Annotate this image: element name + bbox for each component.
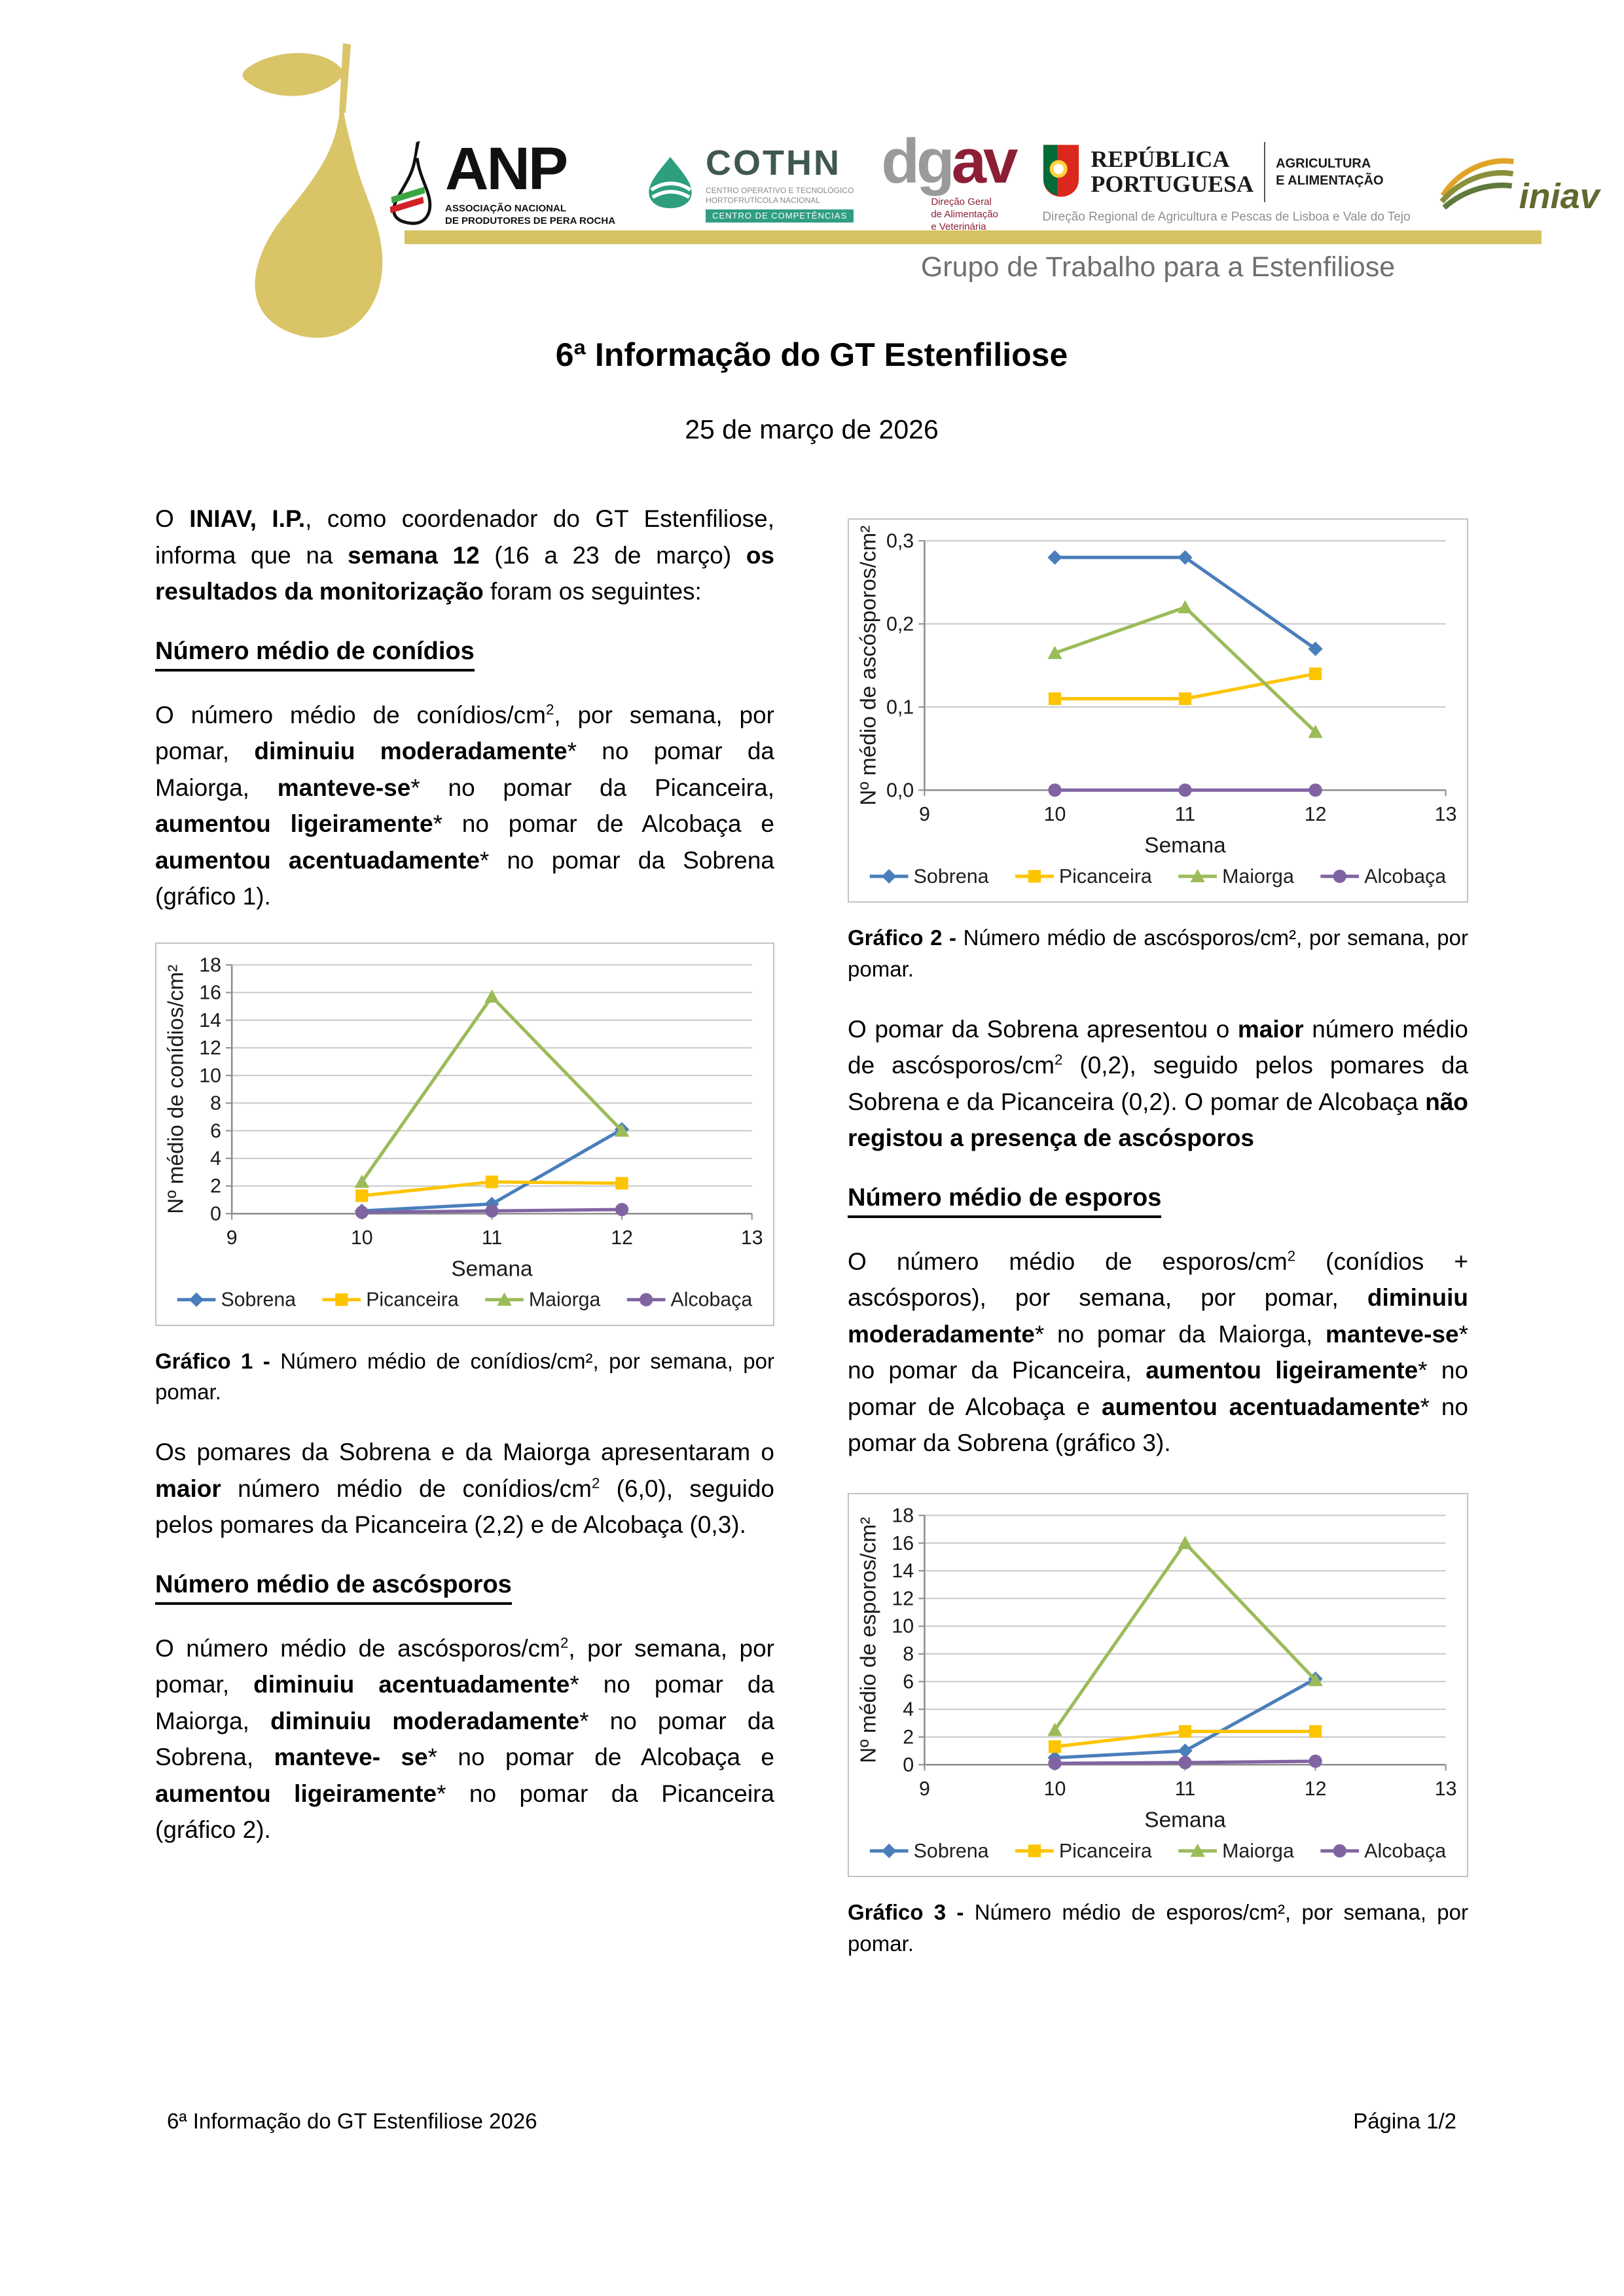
svg-text:12: 12 (892, 1587, 914, 1610)
legend-item-alcobaça (1320, 1840, 1446, 1862)
svg-text:11: 11 (481, 1227, 503, 1249)
series-sobrena (1047, 1672, 1322, 1765)
cothn-drop-icon (643, 154, 698, 213)
circle-marker (485, 1204, 498, 1217)
square-marker (335, 1293, 348, 1306)
partner-logos-row (388, 126, 1600, 236)
chart-2-ascosporos (853, 525, 1463, 896)
dgav-logo (881, 126, 1015, 234)
svg-text:12: 12 (611, 1227, 633, 1249)
svg-text:Sobrena: Sobrena (221, 1288, 297, 1310)
cothn-badge: CENTRO DE COMPETÊNCIAS (706, 209, 854, 223)
group-label: Grupo de Trabalho para a Estenfiliose (920, 251, 1396, 283)
legend-item-alcobaça (1320, 865, 1446, 888)
svg-text:9: 9 (918, 1777, 930, 1800)
square-marker (1028, 1844, 1041, 1857)
republica-department: AGRICULTURA E ALIMENTAÇÃO (1276, 156, 1384, 188)
svg-text:2: 2 (903, 1726, 914, 1749)
svg-text:Sobrena: Sobrena (913, 865, 989, 888)
svg-text:6: 6 (210, 1120, 222, 1142)
republica-wordmark: REPÚBLICA PORTUGUESA (1091, 146, 1254, 197)
iniav-wordmark: iniav (1519, 176, 1600, 216)
anp-subtitle: ASSOCIAÇÃO NACIONAL DE PRODUTORES DE PERA ROCHA (445, 203, 616, 226)
diamond-marker (882, 1844, 896, 1858)
circle-marker (1178, 783, 1191, 797)
svg-text:10: 10 (1043, 1777, 1066, 1800)
circle-marker (1333, 1844, 1346, 1857)
chart-2-box (848, 518, 1468, 903)
svg-text:9: 9 (918, 802, 930, 825)
svg-text:11: 11 (1174, 1777, 1196, 1800)
legend-item-sobrena (177, 1289, 296, 1310)
square-marker (1309, 668, 1322, 680)
svg-text:13: 13 (1434, 1777, 1457, 1800)
svg-text:Alcobaça: Alcobaça (670, 1288, 753, 1310)
svg-text:Picanceira: Picanceira (1058, 865, 1152, 888)
iniav-logo (1438, 153, 1600, 214)
svg-text:9: 9 (226, 1227, 238, 1249)
cothn-acronym: COTHN (706, 143, 842, 183)
legend-item-picanceira (322, 1289, 458, 1310)
diamond-marker (1178, 1744, 1192, 1758)
square-marker (1179, 1725, 1191, 1738)
page-title: 6ª Informação do GT Estenfiliose (555, 336, 1068, 373)
left-column (155, 501, 774, 1876)
svg-text:4: 4 (210, 1147, 222, 1170)
svg-text:Picanceira: Picanceira (366, 1288, 459, 1310)
circle-marker (640, 1293, 653, 1306)
svg-text:Nº médio de esporos/cm²: Nº médio de esporos/cm² (856, 1516, 881, 1763)
pear-logo-icon (211, 34, 414, 342)
svg-text:8: 8 (210, 1092, 222, 1115)
svg-text:8: 8 (903, 1643, 914, 1666)
square-marker (486, 1175, 498, 1188)
legend-item-maiorga (1178, 1840, 1294, 1862)
footer-document-label: 6ª Informação do GT Estenfiliose 2026 (167, 2109, 537, 2133)
svg-text:Semana: Semana (1144, 833, 1226, 858)
triangle-marker (1178, 600, 1192, 613)
cothn-subtitle: CENTRO OPERATIVO E TECNOLÓGICO HORTOFRUTÍCOLA NACIONAL (706, 185, 854, 205)
square-marker (1049, 1740, 1061, 1753)
svg-text:Picanceira: Picanceira (1058, 1839, 1152, 1862)
cothn-logo (643, 144, 854, 223)
legend-item-sobrena (870, 1840, 989, 1862)
circle-marker (1178, 1756, 1191, 1769)
heading-ascosporos: Número médio de ascósporos (155, 1571, 774, 1599)
regional-direction-label: Direção Regional de Agricultura e Pescas de Lisboa e Vale do Tejo (1042, 210, 1411, 224)
svg-text:Maiorga: Maiorga (1222, 865, 1294, 888)
footer-page-number: Página 1/2 (1353, 2109, 1456, 2133)
svg-text:Nº médio de conídios/cm²: Nº médio de conídios/cm² (164, 964, 189, 1214)
svg-text:16: 16 (199, 982, 222, 1004)
legend-item-picanceira (1015, 865, 1152, 888)
anp-logo (388, 135, 616, 229)
svg-text:14: 14 (892, 1560, 914, 1583)
caption-grafico-1: Gráfico 1 - Número médio de conídios/cm², por semana, por pomar. (155, 1348, 774, 1405)
svg-text:Semana: Semana (1144, 1808, 1226, 1833)
circle-marker (1333, 870, 1346, 883)
circle-marker (1308, 1755, 1322, 1768)
paragraph-ascosporos: O número médio de ascósporos/$cm^2$, por semana, por pomar, diminuiu acentuadamente* no pomar da Maiorga, diminuiu moderadamente* no pomar da Sobrena, manteve- se* no pomar de Alcobaça e aumentou ligeiramente* no pomar da Picanceira (gráfico 2). (155, 1634, 775, 1844)
triangle-marker (484, 989, 499, 1002)
svg-text:14: 14 (199, 1009, 222, 1031)
chart-1-conidios (160, 949, 769, 1319)
right-column (848, 509, 1468, 1986)
dgav-subtitle: Direção Geral de Alimentação e Veterinária (931, 196, 998, 232)
paragraph-intro: O INIAV, I.P., como coordenador do GT Estenfiliose, informa que na semana 12 (16 a 23 de março) os resultados da monitorização foram os seguintes: (155, 505, 775, 605)
heading-esporos: Número médio de esporos (848, 1184, 1468, 1212)
page-date: 25 de março de 2026 (685, 414, 939, 444)
republica-portuguesa-logo (1042, 142, 1410, 224)
svg-text:18: 18 (892, 1504, 914, 1527)
legend-item-maiorga (1178, 865, 1294, 888)
circle-marker (1048, 1757, 1061, 1770)
svg-text:Sobrena: Sobrena (913, 1839, 989, 1862)
chart-1-box (155, 942, 774, 1326)
square-marker (1309, 1725, 1322, 1738)
iniav-swoosh-icon (1438, 153, 1517, 214)
caption-grafico-3: Gráfico 3 - Número médio de esporos/cm², por semana, por pomar. (848, 1900, 1468, 1956)
svg-text:0,2: 0,2 (886, 613, 914, 636)
chart-3-box (848, 1493, 1468, 1877)
legend-item-maiorga (485, 1289, 600, 1310)
svg-text:12: 12 (199, 1037, 222, 1059)
circle-marker (1048, 783, 1061, 797)
svg-text:Semana: Semana (451, 1256, 533, 1281)
svg-text:12: 12 (1304, 802, 1327, 825)
paragraph-conidios-results: Os pomares da Sobrena e da Maiorga apresentaram o maior número médio de conídios/$cm^2$ (6,0), seguido pelos pomares da Picanceira (2,2) e de Alcobaça (0,3). (155, 1439, 774, 1539)
svg-text:2: 2 (210, 1175, 222, 1197)
series-sobrena (355, 1122, 630, 1218)
svg-text:0,0: 0,0 (886, 779, 914, 802)
diamond-marker (882, 869, 896, 884)
svg-text:0,3: 0,3 (886, 529, 914, 552)
svg-text:0,1: 0,1 (886, 696, 914, 719)
circle-marker (1308, 783, 1322, 797)
circle-marker (615, 1202, 628, 1215)
square-marker (1179, 692, 1191, 705)
svg-text:Maiorga: Maiorga (1222, 1839, 1294, 1862)
circle-marker (355, 1206, 369, 1219)
diamond-marker (1047, 550, 1062, 565)
svg-text:Nº médio de ascósporos/cm²: Nº médio de ascósporos/cm² (856, 525, 881, 806)
paragraph-ascosporos-results: O pomar da Sobrena apresentou o maior número médio de ascósporos/$cm^2$ (0,2), seguido pelos pomares da Sobrena e da Picanceira (0,2). O pomar de Alcobaça não registou a presença de ascósporos (848, 1015, 1468, 1152)
paragraph-conidios: O número médio de conídios/$cm^2$, por semana, por pomar, diminuiu moderadamente* no pomar da Maiorga, manteve-se* no pomar da Picanceira, aumentou ligeiramente* no pomar de Alcobaça e aumentou acentuadamente* no pomar da Sobrena (gráfico 1). (155, 701, 775, 910)
dgav-wordmark: dgav (881, 126, 1015, 196)
vertical-divider (1264, 142, 1265, 202)
heading-conidios: Número médio de conídios (155, 637, 774, 666)
svg-text:10: 10 (1043, 802, 1066, 825)
legend-item-sobrena (870, 865, 989, 888)
series-maiorga (1047, 600, 1322, 738)
legend-item-picanceira (1015, 1840, 1152, 1862)
svg-text:10: 10 (350, 1227, 373, 1249)
chart-3-esporos (853, 1499, 1463, 1871)
caption-grafico-2: Gráfico 2 - Número médio de ascósporos/cm², por semana, por pomar. (848, 925, 1468, 982)
svg-text:6: 6 (903, 1670, 914, 1693)
svg-text:Alcobaça: Alcobaça (1364, 865, 1447, 888)
svg-text:16: 16 (892, 1532, 914, 1554)
square-marker (1028, 870, 1041, 882)
svg-text:11: 11 (1174, 802, 1196, 825)
svg-text:18: 18 (199, 954, 222, 976)
square-marker (615, 1177, 628, 1189)
anp-pear-icon (388, 138, 437, 229)
svg-text:Alcobaça: Alcobaça (1364, 1839, 1447, 1862)
triangle-marker (1178, 1535, 1192, 1549)
portugal-flag-icon (1042, 143, 1080, 202)
series-alcobaça (355, 1202, 628, 1218)
series-alcobaça (1048, 783, 1322, 797)
paragraph-esporos: O número médio de esporos/$cm^2$ (conídios + ascósporos), por semana, por pomar, diminuiu moderadamente* no pomar da Maiorga, manteve-se* no pomar da Picanceira, aumentou ligeiramente* no pomar de Alcobaça e aumentou acentuadamente* no pomar da Sobrena (gráfico 3). (848, 1247, 1469, 1457)
svg-text:10: 10 (892, 1615, 914, 1638)
anp-acronym: ANP (445, 135, 567, 203)
svg-text:13: 13 (740, 1227, 763, 1249)
svg-text:10: 10 (199, 1064, 222, 1086)
square-marker (355, 1189, 368, 1202)
svg-text:4: 4 (903, 1698, 914, 1721)
svg-text:Maiorga: Maiorga (528, 1288, 601, 1310)
svg-text:0: 0 (903, 1753, 914, 1776)
diamond-marker (189, 1292, 204, 1306)
svg-text:0: 0 (210, 1202, 222, 1225)
svg-text:13: 13 (1434, 802, 1457, 825)
square-marker (1049, 692, 1061, 705)
legend-item-alcobaça (627, 1289, 753, 1310)
svg-text:12: 12 (1304, 1777, 1327, 1800)
series-maiorga (1047, 1535, 1322, 1736)
